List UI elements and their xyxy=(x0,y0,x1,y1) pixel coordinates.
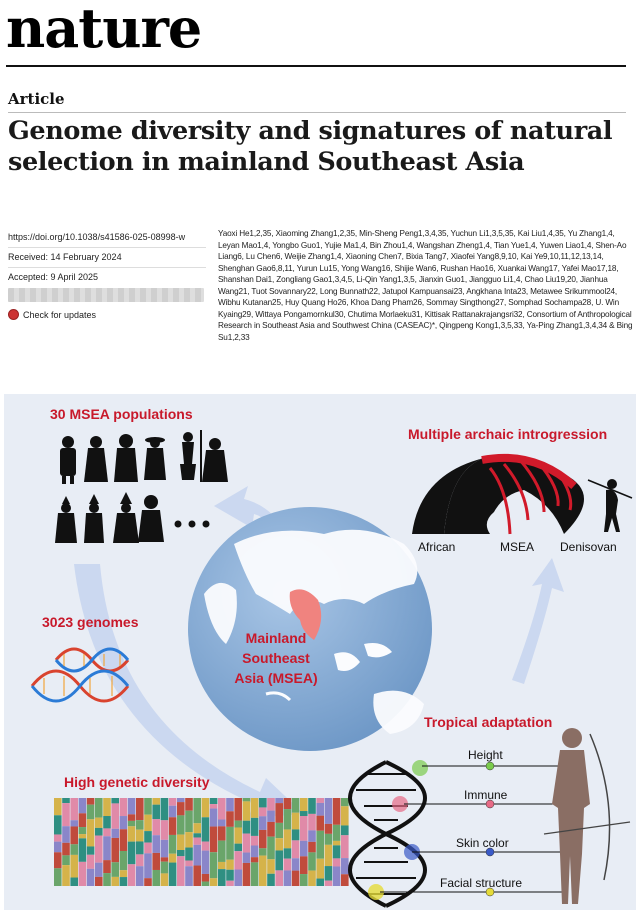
ancestry-segment xyxy=(259,807,267,816)
ancestry-segment xyxy=(95,798,103,818)
ancestry-segment xyxy=(251,798,259,818)
ancestry-segment xyxy=(152,835,160,853)
ancestry-segment xyxy=(193,798,201,823)
ancestry-segment xyxy=(267,859,275,874)
ancestry-segment xyxy=(308,842,316,852)
ancestry-segment xyxy=(161,873,169,886)
ancestry-segment xyxy=(111,838,119,862)
bow xyxy=(590,734,610,880)
ancestry-segment xyxy=(193,866,201,886)
ancestry-segment xyxy=(169,835,177,854)
ancestry-segment xyxy=(267,798,275,811)
ancestry-segment xyxy=(169,854,177,863)
ancestry-segment xyxy=(284,859,292,871)
ancestry-segment xyxy=(54,815,62,834)
author-list: Yaoxi He1,2,35, Xiaoming Zhang1,2,35, Min-Sheng Peng1,3,4,35, Yuchun Li1,3,5,35, Kai Liu1,4,35, Yu Zhang1,4, Leyan Mao1,4, Yongbo Guo1, Yujie Ma1,4, Bin Zhou1,4, Wangshan Zheng1,4, Tian Yue1,4, Yuwen Liao1,4, Shen-Ao Liang6, Lu Chen6, Weijie Zhang1,4, Xiaoning Chen7, Bixia Tang7, Xiaofei Yang8,9,10, Kai Ye9,10,11,12,13,14, Shenghan Gao6,8,11, Yurun Lu15, Yong Wang16, Shijie Wan6, Rushan Hao16, Xuankai Wang17, Yafei Mao17,18, Shanshan Dai1, Zongliang Gao1,3,4,5, Li-Qin Yang1,3,5, Jianxin Guo1, Jiangguo Li1,4, Chao Liu19,20, Jianhua Wang21, Tuot Sovannary22, Long Bunnath22, Jatupol Kampuansai23, Angkhana Inta23, Metawee Srikummool24, Wibhu Kutanan25, Huy Quang Ho26, Khoa Dang Pham26, Sommay Singthong27, Somphad Sochampa28, U. Win Kyaing29, Wittaya Pongamornkul30, Chutima Morlaeku31, Kittisak Rattanakrajangsri32, Consortium of Anthropological Research in Southeast Asia and Southwest China (CASEAC)*, Qingpeng Kong1,3,5,33, Ya-Ping Zhang1,3,4,34 & Bing Su1,2,33 xyxy=(218,229,633,342)
ancestry-segment xyxy=(87,855,95,869)
ancestry-segment xyxy=(120,870,128,877)
ancestry-segment xyxy=(275,823,283,838)
ancestry-segment xyxy=(54,842,62,853)
ancestry-segment xyxy=(300,811,308,816)
ancestry-segment xyxy=(128,814,136,821)
region-label-line: Southeast xyxy=(242,650,310,666)
ancestry-segment xyxy=(275,870,283,886)
ancestry-segment xyxy=(177,850,185,856)
ancestry-segment xyxy=(87,869,95,886)
ancestry-segment xyxy=(54,834,62,841)
ancestry-segment xyxy=(316,831,324,859)
title-rule xyxy=(8,112,626,113)
redacted-line xyxy=(8,288,204,302)
ancestry-segment xyxy=(177,835,185,850)
ancestry-segment xyxy=(62,865,70,886)
ancestry-segment xyxy=(267,811,275,822)
ancestry-segment xyxy=(341,798,349,806)
ancestry-segment xyxy=(120,816,128,829)
ancestry-segment xyxy=(333,841,341,845)
ancestry-segment xyxy=(300,856,308,874)
ancestry-segment xyxy=(308,798,316,814)
ancestry-segment xyxy=(177,815,185,834)
diversity-label: High genetic diversity xyxy=(64,774,210,790)
ancestry-segment xyxy=(95,877,103,886)
doi-link[interactable]: https://doi.org/10.1038/s41586-025-08998-w xyxy=(8,232,186,242)
ancestry-segment xyxy=(234,851,242,869)
graphical-abstract xyxy=(4,394,636,910)
ancestry-segment xyxy=(120,851,128,870)
ancestry-segment xyxy=(128,826,136,841)
ancestry-segment xyxy=(243,821,251,834)
ancestry-segment xyxy=(120,877,128,886)
ancestry-segment xyxy=(251,818,259,836)
ancestry-segment xyxy=(267,822,275,837)
ancestry-segment xyxy=(136,820,144,830)
ancestry-segment xyxy=(136,798,144,820)
ancestry-segment xyxy=(243,798,251,801)
ancestry-segment xyxy=(62,843,70,856)
ancestry-segment xyxy=(292,840,300,858)
ancestry-segment xyxy=(70,855,78,878)
ancestry-segment xyxy=(161,857,169,861)
ancestry-segment xyxy=(267,837,275,860)
received-date: Received: 14 February 2024 xyxy=(8,252,122,262)
ancestry-segment xyxy=(341,806,349,825)
ancestry-segment xyxy=(185,860,193,866)
ancestry-segment xyxy=(226,860,234,870)
ancestry-segment xyxy=(234,827,242,843)
ancestry-segment xyxy=(202,798,210,817)
ancestry-segment xyxy=(103,816,111,828)
ancestry-segment xyxy=(161,840,169,857)
ancestry-segment xyxy=(243,801,251,820)
ancestry-segment xyxy=(333,845,341,858)
tree-label-denisovan: Denisovan xyxy=(560,540,617,554)
ancestry-segment xyxy=(193,837,201,844)
ancestry-segment xyxy=(259,798,267,807)
ancestry-segment xyxy=(161,820,169,840)
adaptation-label: Tropical adaptation xyxy=(424,714,553,730)
ancestry-segment xyxy=(120,798,128,816)
ancestry-segment xyxy=(284,848,292,858)
ancestry-segment xyxy=(234,844,242,852)
check-updates-button[interactable] xyxy=(8,309,96,320)
ancestry-segment xyxy=(243,834,251,853)
ancestry-segment xyxy=(177,856,185,886)
ancestry-segment xyxy=(325,866,333,881)
ancestry-segment xyxy=(202,882,210,886)
ancestry-segment xyxy=(251,846,259,858)
ancestry-segment xyxy=(79,813,87,827)
ancestry-segment xyxy=(202,817,210,841)
ancestry-segment xyxy=(218,820,226,827)
ancestry-segment xyxy=(161,798,169,820)
ancestry-segment xyxy=(275,798,283,803)
ancestry-segment xyxy=(226,870,234,881)
ancestry-segment xyxy=(136,830,144,842)
ancestry-segment xyxy=(210,798,218,804)
ancestry-segment xyxy=(62,855,70,865)
ancestry-segment xyxy=(300,874,308,886)
ancestry-segment xyxy=(218,862,226,869)
diversity-stacked-bars xyxy=(54,798,349,886)
masthead-rule xyxy=(6,65,626,67)
ancestry-segment xyxy=(103,860,111,873)
ancestry-segment xyxy=(234,798,242,821)
trait-lines xyxy=(380,766,566,892)
ancestry-segment xyxy=(120,829,128,851)
update-badge-icon xyxy=(8,309,19,320)
ancestry-segment xyxy=(325,824,333,834)
ancestry-segment xyxy=(169,806,177,818)
ancestry-segment xyxy=(259,856,267,886)
ancestry-segment xyxy=(251,836,259,846)
trait-height: Height xyxy=(468,748,503,762)
ancestry-segment xyxy=(284,809,292,829)
ancestry-segment xyxy=(79,838,87,861)
trait-skin-color: Skin color xyxy=(456,836,509,850)
region-label-line: Mainland xyxy=(245,630,307,646)
meta-divider xyxy=(8,247,206,248)
ancestry-segment xyxy=(300,841,308,857)
article-type-label: Article xyxy=(8,90,65,108)
ancestry-segment xyxy=(185,866,193,886)
ancestry-segment xyxy=(333,866,341,886)
meta-divider xyxy=(8,267,206,268)
ancestry-segment xyxy=(210,827,218,853)
ancestry-segment xyxy=(284,798,292,809)
ancestry-segment xyxy=(218,841,226,862)
ancestry-segment xyxy=(103,836,111,860)
ancestry-segment xyxy=(292,798,300,813)
populations-label: 30 MSEA populations xyxy=(50,406,193,422)
flow-arrow-right xyxy=(512,558,564,684)
ancestry-segment xyxy=(259,848,267,855)
ancestry-segment xyxy=(87,798,95,805)
genomes-label: 3023 genomes xyxy=(42,614,139,630)
ancestry-segment xyxy=(136,854,144,866)
ancestry-segment xyxy=(218,826,226,840)
ancestry-segment xyxy=(218,869,226,886)
ancestry-segment xyxy=(185,832,193,847)
ancestry-segment xyxy=(128,842,136,865)
ancestry-segment xyxy=(243,863,251,886)
region-label-line: Asia (MSEA) xyxy=(234,670,318,686)
ancestry-segment xyxy=(292,813,300,830)
ancestry-segment xyxy=(251,862,259,886)
ancestry-segment xyxy=(70,844,78,855)
ancestry-segment xyxy=(79,798,87,813)
ancestry-segment xyxy=(316,798,324,803)
ancestry-segment xyxy=(70,826,78,844)
accepted-date: Accepted: 9 April 2025 xyxy=(8,272,99,282)
ancestry-segment xyxy=(169,817,177,835)
ancestry-segment xyxy=(259,830,267,848)
ancestry-segment xyxy=(79,862,87,886)
ancestry-segment xyxy=(243,853,251,863)
ancestry-segment xyxy=(87,846,95,854)
ancestry-segment xyxy=(341,835,349,858)
trait-helix xyxy=(350,762,425,906)
ancestry-segment xyxy=(95,818,103,828)
ancestry-segment xyxy=(152,853,160,870)
ancestry-segment xyxy=(325,834,333,845)
ancestry-segment xyxy=(54,868,62,886)
ancestry-segment xyxy=(292,829,300,840)
ancestry-segment xyxy=(70,820,78,826)
ancestry-segment xyxy=(111,829,119,838)
ancestry-segment xyxy=(185,811,193,832)
ancestry-segment xyxy=(70,798,78,820)
ancestry-segment xyxy=(169,863,177,886)
ancestry-segment xyxy=(169,798,177,806)
ancestry-segment xyxy=(341,874,349,886)
ancestry-segment xyxy=(111,798,119,803)
ancestry-segment xyxy=(341,858,349,874)
introgression-label: Multiple archaic introgression xyxy=(408,426,608,442)
ancestry-segment xyxy=(308,871,316,886)
ancestry-segment xyxy=(292,871,300,886)
ancestry-segment xyxy=(185,798,193,811)
ancestry-segment xyxy=(292,858,300,870)
ancestry-segment xyxy=(275,803,283,823)
ancestry-segment xyxy=(210,878,218,886)
ancestry-segment xyxy=(275,838,283,850)
human-silhouette xyxy=(552,728,590,904)
ancestry-segment xyxy=(210,804,218,808)
ancestry-segment xyxy=(333,798,341,825)
population-figures xyxy=(55,430,228,543)
check-updates-label: Check for updates xyxy=(23,309,97,320)
ancestry-segment xyxy=(144,843,152,854)
article-title: Genome diversity and signatures of natural selection in mainland Southeast Asia xyxy=(8,116,613,177)
ancestry-segment xyxy=(144,831,152,843)
ancestry-segment xyxy=(62,803,70,826)
ancestry-segment xyxy=(152,870,160,886)
ancestry-segment xyxy=(226,881,234,886)
region-label xyxy=(226,628,326,688)
ancestry-segment xyxy=(177,802,185,815)
journal-masthead: nature xyxy=(6,0,202,60)
ancestry-segment xyxy=(95,828,103,836)
ancestry-segment xyxy=(79,827,87,834)
ancestry-segment xyxy=(210,852,218,878)
ancestry-segment xyxy=(308,852,316,870)
ancestry-segment xyxy=(325,798,333,824)
trait-immune: Immune xyxy=(464,788,508,802)
ancestry-segment xyxy=(144,815,152,831)
ancestry-segment xyxy=(70,878,78,886)
ancestry-segment xyxy=(316,816,324,831)
arrow-shaft xyxy=(544,822,630,834)
ancestry-segment xyxy=(226,798,234,811)
ancestry-segment xyxy=(316,803,324,816)
ancestry-segment xyxy=(103,798,111,816)
ancestry-segment xyxy=(202,842,210,851)
ancestry-segment xyxy=(308,814,316,830)
ancestry-segment xyxy=(54,798,62,815)
ancestry-segment xyxy=(284,829,292,848)
ancestry-segment xyxy=(128,798,136,814)
ancestry-segment xyxy=(259,816,267,830)
ancestry-segment xyxy=(210,809,218,827)
ancestry-segment xyxy=(202,851,210,874)
ancestry-segment xyxy=(316,879,324,886)
ancestry-segment xyxy=(267,874,275,886)
ancestry-segment xyxy=(177,798,185,802)
ancestry-segment xyxy=(325,845,333,866)
ancestry-segment xyxy=(79,834,87,838)
ancestry-segment xyxy=(136,866,144,886)
introgression-tree xyxy=(412,457,584,534)
ancestry-segment xyxy=(333,858,341,866)
ancestry-segment xyxy=(234,870,242,886)
ancestry-segment xyxy=(234,821,242,828)
ancestry-segment xyxy=(111,877,119,886)
ancestry-segment xyxy=(218,798,226,820)
ancestry-segment xyxy=(300,816,308,841)
trait-facial-structure: Facial structure xyxy=(440,876,523,890)
ancestry-segment xyxy=(62,798,70,803)
ancestry-segment xyxy=(325,881,333,886)
ancestry-segment xyxy=(128,821,136,826)
ancestry-segment xyxy=(144,878,152,886)
ancestry-segment xyxy=(54,852,62,868)
ancestry-segment xyxy=(87,819,95,846)
ancestry-segment xyxy=(308,830,316,842)
ancestry-segment xyxy=(111,803,119,828)
ancestry-segment xyxy=(144,798,152,815)
ancestry-segment xyxy=(103,828,111,836)
ancestry-segment xyxy=(202,874,210,882)
ancestry-segment xyxy=(161,862,169,874)
archaic-hunter xyxy=(588,479,632,532)
tree-label-msea: MSEA xyxy=(500,540,535,554)
ancestry-segment xyxy=(152,798,160,805)
ancestry-segment xyxy=(341,825,349,835)
ancestry-segment xyxy=(95,836,103,863)
ancestry-segment xyxy=(193,823,201,833)
ancestry-segment xyxy=(95,863,103,877)
ancestry-segment xyxy=(128,864,136,886)
ancestry-segment xyxy=(152,805,160,820)
ancestry-segment xyxy=(193,833,201,837)
ancestry-segment xyxy=(111,862,119,877)
ancestry-segment xyxy=(152,819,160,835)
ancestry-segment xyxy=(251,857,259,862)
ancestry-segment xyxy=(185,848,193,861)
ancestry-segment xyxy=(333,825,341,841)
ancestry-segment xyxy=(136,841,144,854)
tree-label-african: African xyxy=(418,540,456,554)
ancestry-segment xyxy=(300,798,308,811)
ancestry-segment xyxy=(316,859,324,879)
ancestry-segment xyxy=(275,850,283,870)
ancestry-segment xyxy=(284,870,292,886)
ancestry-segment xyxy=(87,805,95,820)
ancestry-segment xyxy=(62,826,70,843)
ancestry-segment xyxy=(144,853,152,878)
ancestry-segment xyxy=(193,845,201,866)
ancestry-segment xyxy=(226,827,234,860)
ancestry-segment xyxy=(103,873,111,886)
ancestry-segment xyxy=(226,811,234,827)
